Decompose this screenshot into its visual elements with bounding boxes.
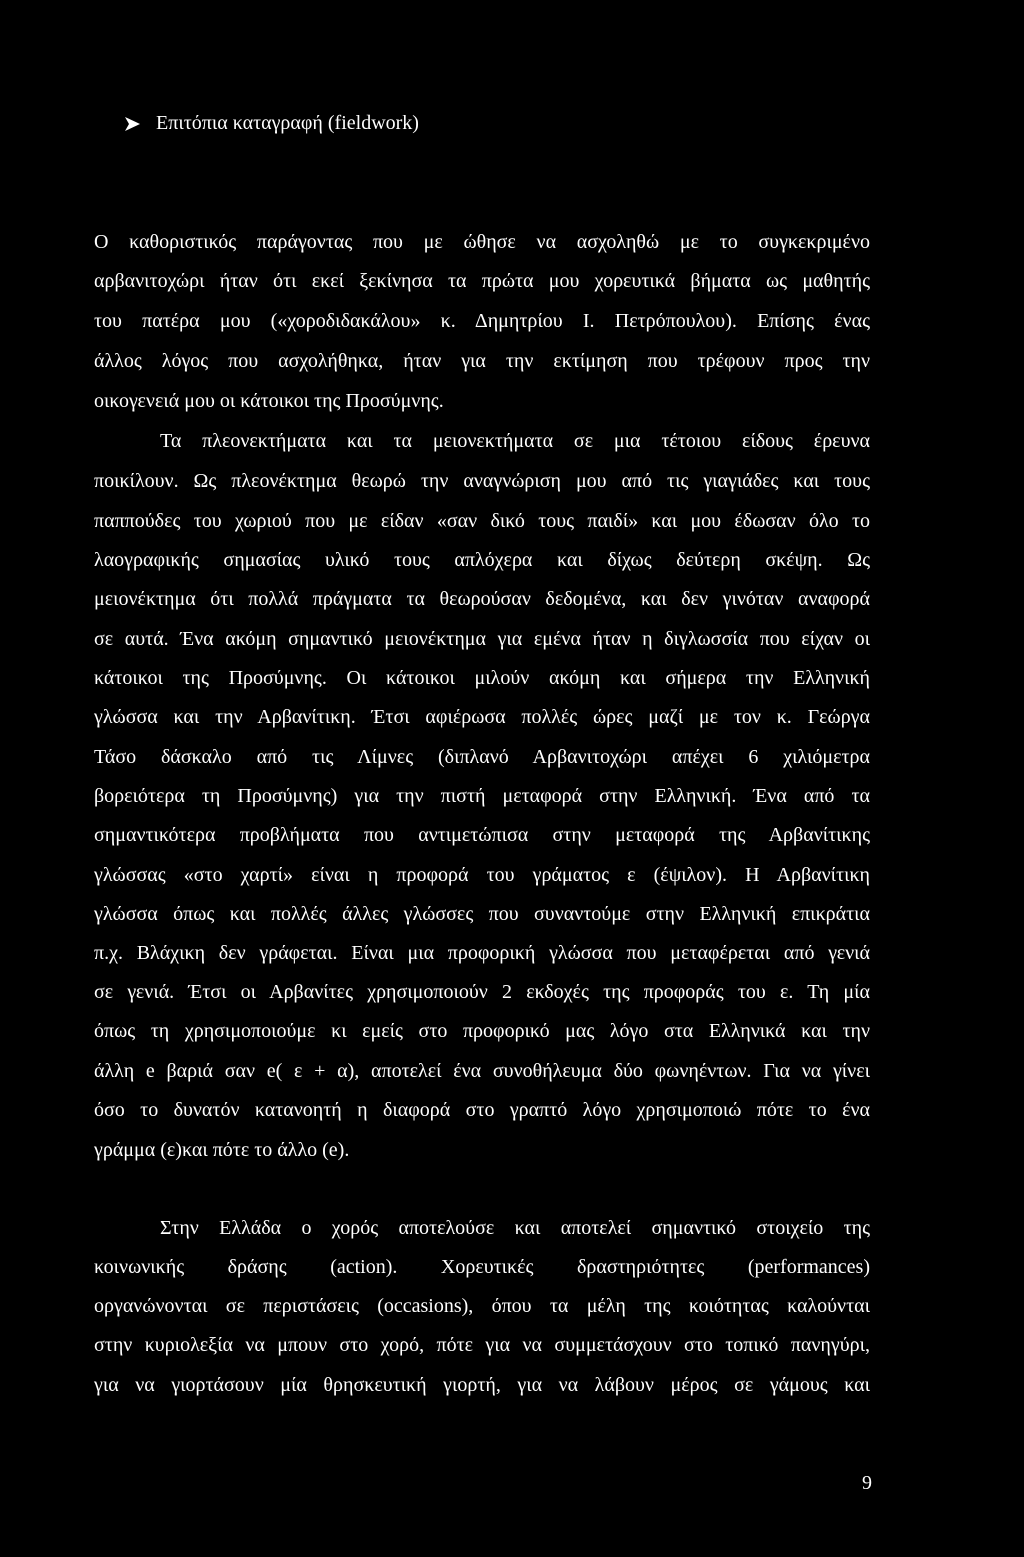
text-line: για να γιορτάσουν μία θρησκευτική γιορτή, για να λάβουν μέρος σε γάμους και (94, 1374, 870, 1396)
text-line: Στην Ελλάδα ο χορός αποτελούσε και αποτελεί σημαντικό στοιχείο της (160, 1217, 870, 1239)
text-line: π.χ. Βλάχικη δεν γράφεται. Είναι μια προφορική γλώσσα που μεταφέρεται από γενιά (94, 942, 870, 964)
arrowhead-bullet-icon (122, 114, 144, 134)
section-heading (122, 112, 419, 135)
text-line: οικογενειά μου οι κάτοικοι της Προσύμνης. (94, 390, 444, 412)
text-line: γράμμα (ε)και πότε το άλλο (e). (94, 1139, 350, 1161)
text-line: του πατέρα μου («χοροδιδακάλου» κ. Δημητρίου Ι. Πετρόπουλου). Επίσης ένας (94, 310, 870, 332)
text-line: βορειότερα τη Προσύμνης) για την πιστή μεταφορά στην Ελληνική. Ένα από τα (94, 785, 870, 807)
text-line: όσο το δυνατόν κατανοητή η διαφορά στο γραπτό λόγο χρησιμοποιώ πότε το ένα (94, 1099, 870, 1121)
text-line: παππούδες του χωριού που με είδαν «σαν δικό τους παιδί» και μου έδωσαν όλο το (94, 510, 870, 532)
text-line: άλλος λόγος που ασχολήθηκα, ήταν για την εκτίμηση που τρέφουν προς την (94, 350, 870, 372)
text-line: σε γενιά. Έτσι οι Αρβανίτες χρησιμοποιούν 2 εκδοχές της προφοράς του ε. Τη μία (94, 981, 870, 1003)
text-line: μειονέκτημα ότι πολλά πράγματα τα θεωρούσαν δεδομένα, και δεν γινόταν αναφορά (94, 588, 870, 610)
text-line: Τάσο δάσκαλο από τις Λίμνες (διπλανό Αρβανιτοχώρι απέχει 6 χιλιόμετρα (94, 746, 870, 768)
page-number: 9 (862, 1472, 872, 1494)
text-line: σημαντικότερα προβλήματα που αντιμετώπισα στην μεταφορά της Αρβανίτικης (94, 824, 870, 846)
text-line: οργανώνονται σε περιστάσεις (occasions), όπου τα μέλη της κοιότητας καλούνται (94, 1295, 870, 1317)
text-line: Τα πλεονεκτήματα και τα μειονεκτήματα σε μια τέτοιου είδους έρευνα (160, 430, 870, 452)
text-line: γλώσσας «στο χαρτί» είναι η προφορά του γράματος ε (έψιλον). Η Αρβανίτικη (94, 864, 870, 886)
text-line: λαογραφικής σημασίας υλικό τους απλόχερα και δίχως δεύτερη σκέψη. Ως (94, 549, 870, 571)
text-line: στην κυριολεξία να μπουν στο χορό, πότε για να συμμετάσχουν στο τοπικό πανηγύρι, (94, 1334, 870, 1356)
text-line: άλλη e βαριά σαν e( ε + α), αποτελεί ένα συνοθήλευμα δύο φωνηέντων. Για να γίνει (94, 1060, 870, 1082)
text-line: κάτοικοι της Προσύμνης. Οι κάτοικοι μιλούν ακόμη και σήμερα την Ελληνική (94, 667, 870, 689)
text-line: γλώσσα και την Αρβανίτικη. Έτσι αφιέρωσα πολλές ώρες μαζί με τον κ. Γεώργα (94, 706, 870, 728)
text-line: αρβανιτοχώρι ήταν ότι εκεί ξεκίνησα τα πρώτα μου χορευτικά βήματα ως μαθητής (94, 270, 870, 292)
text-line: όπως τη χρησιμοποιούμε κι εμείς στο προφορικό μας λόγο στα Ελληνικά και την (94, 1020, 870, 1042)
text-line: γλώσσα όπως και πολλές άλλες γλώσσες που συναντούμε στην Ελληνική επικράτια (94, 903, 870, 925)
section-heading-text: Επιτόπια καταγραφή (fieldwork) (156, 112, 419, 134)
text-line: Ο καθοριστικός παράγοντας που με ώθησε να ασχοληθώ με το συγκεκριμένο (94, 231, 870, 253)
text-line: σε αυτά. Ένα ακόμη σημαντικό μειονέκτημα για εμένα ήταν η διγλωσσία που είχαν οι (94, 628, 870, 650)
text-line: ποικίλουν. Ως πλεονέκτημα θεωρώ την αναγνώριση μου από τις γιαγιάδες και τους (94, 470, 870, 492)
text-line: κοινωνικής δράσης (action). Χορευτικές δραστηριότητες (performances) (94, 1256, 870, 1278)
